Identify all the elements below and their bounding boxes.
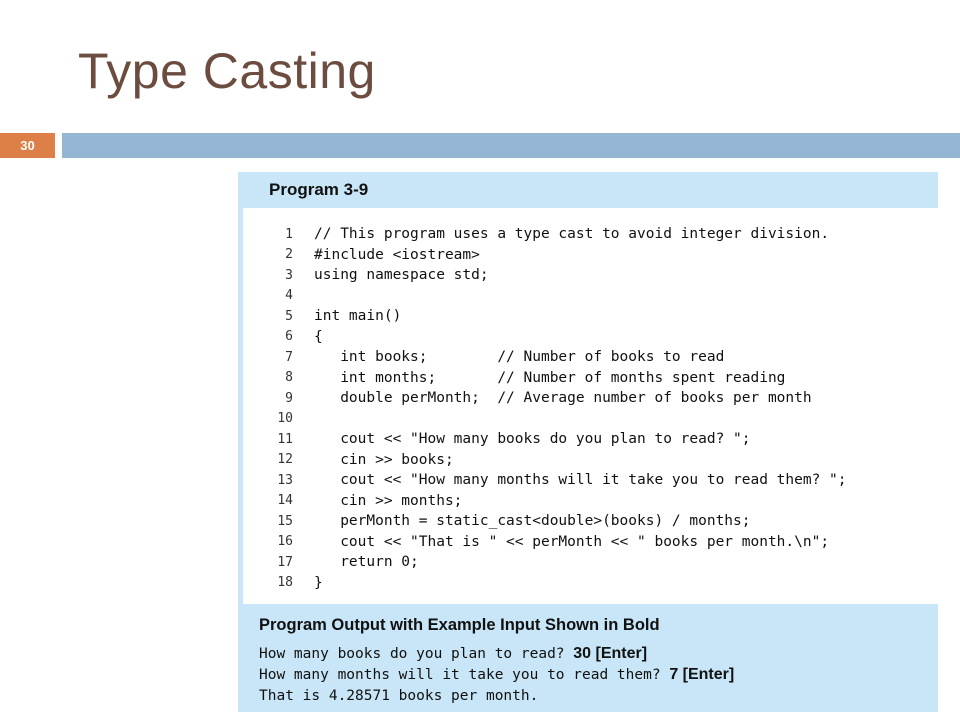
line-number: 11 <box>277 431 293 447</box>
line-number: 16 <box>277 534 293 550</box>
output-prompt-2: How many months will it take you to read them? <box>259 667 670 683</box>
code-text: cout << "That is " << perMonth << " books per month.\n"; <box>314 533 830 550</box>
line-number: 14 <box>277 493 293 509</box>
code-line <box>253 409 847 430</box>
code-text: { <box>314 328 323 345</box>
code-line <box>253 368 847 389</box>
code-line <box>253 347 847 368</box>
line-number: 9 <box>285 390 293 406</box>
slide-title: Type Casting <box>78 43 376 99</box>
code-text: cout << "How many books do you plan to read? "; <box>314 431 751 448</box>
line-number: 4 <box>285 288 293 304</box>
code-text: // This program uses a type cast to avoid integer division. <box>314 226 830 243</box>
output-input-2: 7 [Enter] <box>669 666 735 683</box>
line-number: 18 <box>277 575 293 591</box>
code-text: cout << "How many months will it take you to read them? "; <box>314 472 847 489</box>
code-line <box>253 306 847 327</box>
line-number: 13 <box>277 472 293 488</box>
line-number: 2 <box>285 247 293 263</box>
code-line <box>253 286 847 307</box>
program-label: Program 3-9 <box>269 180 369 199</box>
output-line-1 <box>259 645 647 663</box>
line-number: 7 <box>285 349 293 365</box>
code-line <box>253 224 847 245</box>
code-line <box>253 491 847 512</box>
code-text: double perMonth; // Average number of books per month <box>314 390 812 407</box>
code-listing <box>253 224 847 593</box>
code-line <box>253 450 847 471</box>
line-number: 3 <box>285 267 293 283</box>
code-text: perMonth = static_cast<double>(books) / months; <box>314 513 751 530</box>
code-line <box>253 532 847 553</box>
code-line <box>253 429 847 450</box>
line-number: 8 <box>285 370 293 386</box>
line-number: 6 <box>285 329 293 345</box>
code-text: int main() <box>314 308 402 325</box>
line-number: 15 <box>277 513 293 529</box>
code-line <box>253 245 847 266</box>
output-title: Program Output with Example Input Shown in Bold <box>259 616 660 634</box>
code-text: using namespace std; <box>314 267 489 284</box>
output-line-3: That is 4.28571 books per month. <box>259 688 539 704</box>
line-number: 17 <box>277 554 293 570</box>
code-line <box>253 265 847 286</box>
code-text: #include <iostream> <box>314 246 480 263</box>
program-output <box>238 604 938 712</box>
code-text: cin >> months; <box>314 492 463 509</box>
code-text: } <box>314 574 323 591</box>
code-line <box>253 573 847 594</box>
code-text: return 0; <box>314 554 419 571</box>
program-figure <box>238 172 938 712</box>
output-input-1: 30 [Enter] <box>573 645 648 662</box>
slide-number-badge: 30 <box>0 133 55 158</box>
line-number: 1 <box>285 226 293 242</box>
line-number: 12 <box>277 452 293 468</box>
code-line <box>253 552 847 573</box>
code-line <box>253 327 847 348</box>
code-line <box>253 470 847 491</box>
header-bar <box>62 133 960 158</box>
code-panel <box>243 208 938 604</box>
code-text: int months; // Number of months spent reading <box>314 369 786 386</box>
line-number: 5 <box>285 308 293 324</box>
output-prompt-1: How many books do you plan to read? <box>259 646 574 662</box>
code-line <box>253 388 847 409</box>
code-text: cin >> books; <box>314 451 454 468</box>
code-line <box>253 511 847 532</box>
output-line-2 <box>259 666 734 684</box>
line-number: 10 <box>277 411 293 427</box>
code-text: int books; // Number of books to read <box>314 349 725 366</box>
